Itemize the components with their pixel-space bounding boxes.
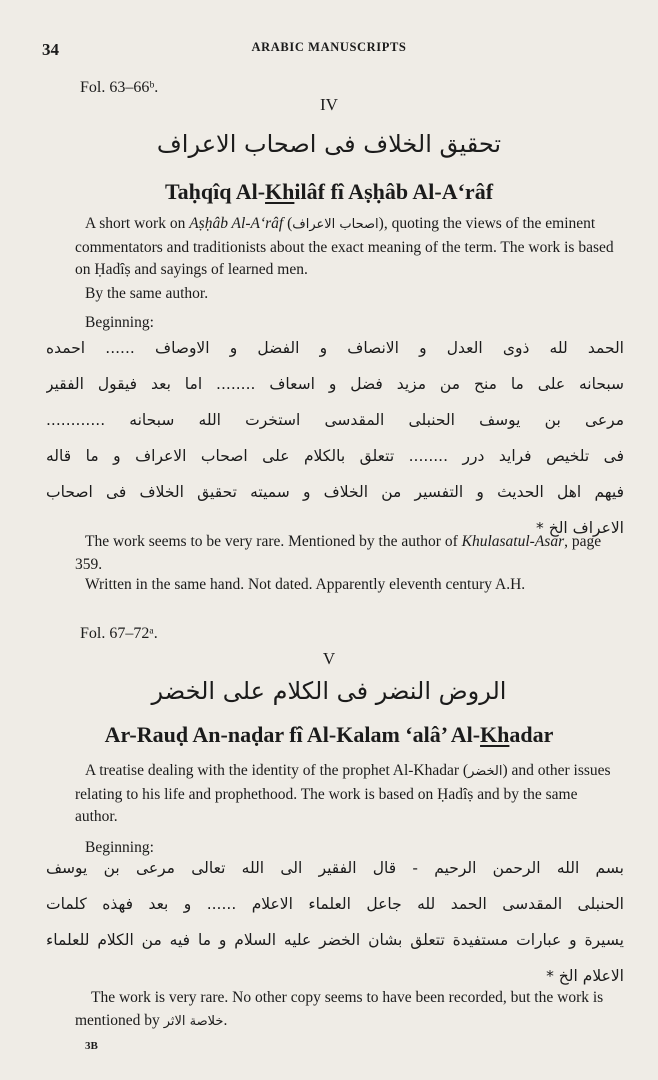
author-line: By the same author. <box>85 285 209 302</box>
arabic-incipit <box>46 850 624 994</box>
arabic-line: الاعراف الخ * <box>536 519 624 537</box>
page-number: 34 <box>42 40 59 59</box>
entry-numeral: V <box>322 649 336 668</box>
title-underlined: Kh <box>480 722 510 747</box>
arabic-incipit <box>46 330 624 546</box>
entry-title <box>0 722 658 748</box>
rarity-note <box>75 531 623 576</box>
arabic-line: فى تلخيص فرايد درر ........ تتعلق بالكلام على اصحاب الاعراف و ما قاله <box>46 447 624 465</box>
entry-numeral: IV <box>320 95 338 114</box>
beginning-label: Beginning: <box>85 314 154 331</box>
arabic-line: بسم الله الرحمن الرحيم - قال الفقير الى الله تعالى مرعى بن يوسف <box>46 859 624 877</box>
desc-arabic: الخضر <box>468 764 503 779</box>
folio-reference: Fol. 67–72ᵃ. <box>80 625 158 642</box>
signature-mark: 3B <box>85 1040 98 1052</box>
desc-text: ), quoting the views of the eminent commentators and traditionists about the exact meaning of the term. The work is based on Ḥadîṣ and sayings of learned men. <box>75 215 614 278</box>
written-note <box>75 574 623 597</box>
arabic-line: يسيرة و عبارات مستفيدة تتعلق بشان الخضر عليه السلام و ما فيه من الكلام للعلماء <box>46 931 624 949</box>
arabic-title: تحقيق الخلاف فى اصحاب الاعراف <box>156 130 502 158</box>
desc-text: A treatise dealing with the identity of the prophet Al-Khadar ( <box>85 762 469 779</box>
folio-reference: Fol. 63–66ᵇ. <box>80 79 159 96</box>
arabic-line: الحنبلى المقدسى الحمد لله جاعل العلماء الاعلام ...... و بعد فهذه كلمات <box>46 895 624 913</box>
closing-arabic: خلاصة الاثر <box>163 1013 224 1029</box>
description-paragraph <box>75 760 620 829</box>
closing-text: . <box>223 1011 228 1029</box>
beginning-label: Beginning: <box>85 839 154 856</box>
arabic-title: الروض النضر فى الكلام على الخضر <box>151 677 507 705</box>
title-underlined: Kh <box>265 179 295 204</box>
desc-text: ) and other issues relating to his life and prophethood. The work is based on Ḥadîṣ and by the same author. <box>75 762 611 825</box>
arabic-line: الحمد لله ذوى العدل و الانصاف و الفضل و الاوصاف ...... احمده <box>46 339 624 357</box>
title-part: Ar-Rauḍ An-naḍar fî Al-Kalam ‘alâ’ Al- <box>104 722 481 747</box>
desc-text: A short work on <box>85 215 190 232</box>
desc-text: ( <box>283 215 293 232</box>
arabic-line: فيهم اهل الحديث و التفسير من الخلاف و سميته تحقيق الخلاف فى اصحاب <box>46 483 624 501</box>
closing-note <box>75 987 623 1033</box>
arabic-line: الاعلام الخ * <box>546 967 624 985</box>
title-part: adar <box>509 722 554 747</box>
closing-text: The work is very rare. No other copy seems to have been recorded, but the work is mentioned by <box>75 989 604 1029</box>
title-part: ilâf fî Aṣḥâb Al-A‘râf <box>294 179 494 204</box>
title-part: Taḥqîq Al- <box>164 179 266 204</box>
entry-title <box>0 179 658 205</box>
note-italic: Khulasatul-Asar <box>461 533 565 550</box>
arabic-line: مرعى بن يوسف الحنبلى المقدسى استخرت الله سبحانه ............ <box>46 411 624 429</box>
description-paragraph <box>75 213 620 282</box>
written-text: Written in the same hand. Not dated. Apparently eleventh century A.H. <box>85 576 526 593</box>
note-text: , page 359. <box>75 533 602 573</box>
arabic-line: سبحانه على ما منح من مزيد فضل و اسعاف ........ اما بعد فيقول الفقير <box>46 375 624 393</box>
desc-italic: Aṣḥâb Al-A‘râf <box>189 215 284 232</box>
running-title: ARABIC MANUSCRIPTS <box>251 40 407 54</box>
note-text: The work seems to be very rare. Mentioned by the author of <box>85 533 462 550</box>
desc-arabic: اصحاب الاعراف <box>292 217 379 232</box>
